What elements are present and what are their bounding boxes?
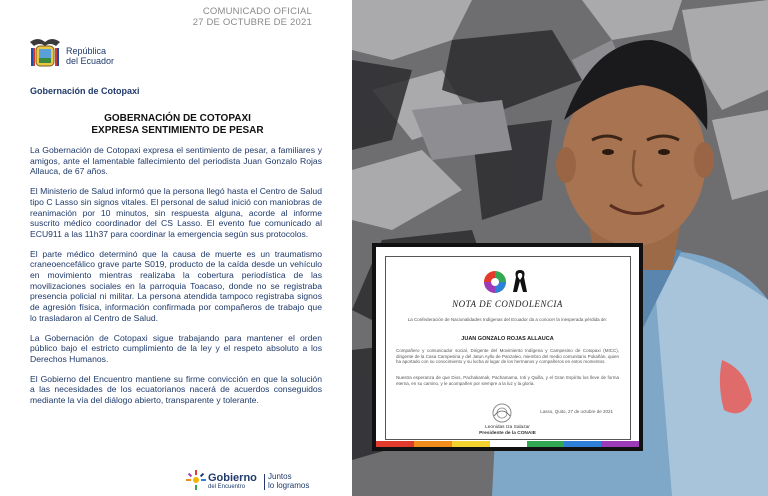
official-communique	[0, 0, 352, 496]
republica-label: República del Ecuador	[66, 46, 115, 66]
card-intro: La Confederación de Nacionalidades Indígenas del Ecuador da a conocer la inesperada pérdida de:	[407, 317, 608, 322]
gobierno-del-encuentro-logo	[186, 468, 346, 496]
gobernacion-label: Gobernación de Cotopaxi	[30, 86, 140, 96]
card-color-stripe	[376, 441, 639, 447]
document-body	[30, 145, 322, 415]
card-deceased-name: JUAN GONZALO ROJAS ALLAUCA	[461, 336, 554, 342]
footer-gobierno: Gobierno del Encuentro	[208, 472, 257, 490]
communique-header	[193, 6, 312, 28]
footer-divider	[264, 474, 265, 490]
paragraph: El Ministerio de Salud informó que la persona llegó hasta el Centro de Salud tipo C Lasso sin signos vitales. El personal de salud inició con maniobras de reanimación por 10 minutos, sin respuesta alguna, acorde al informe suscrito médico coordinador del CS Lasso. El evento fue comunicado al ECU911 a las 11h37 para coordinar la emergencia según sus protocolos.	[30, 186, 322, 239]
paragraph: El Gobierno del Encuentro mantiene su firme convicción en que la solución a las necesidades de los ecuatorianos nacerá de acuerdos conseguidos mediante la vía del diálogo abierto, transparente y tolerante.	[30, 373, 322, 406]
paragraph: La Gobernación de Cotopaxi expresa el sentimiento de pesar, a familiares y amigos, ante el lamentable fallecimiento del periodista Juan Gonzalo Rojas Allauca, de 67 años.	[30, 145, 322, 177]
paragraph: La Gobernación de Cotopaxi sigue trabajando para mantener el orden público bajo el estricto cumplimiento de la ley y el respeto absoluto a los Derechos Humanos.	[30, 332, 322, 364]
communique-label: COMUNICADO OFICIAL	[202, 6, 312, 17]
condolence-card	[372, 243, 643, 451]
card-body: Compañero y comunicador social, Dirigente del Movimiento Indígena y Campesino de Cotopaxi (MICC), dirigente de la Casa Campesina y del Jatun Ayllu de Panzaleo, miembro del medio comunitario Pukañán, quien ha aportado con su conocimiento y su lucha al lugar de los hermanos y compañeros en estos momentos.	[396, 348, 619, 365]
footer-slogan: Juntos lo logramos	[268, 472, 310, 490]
sunburst-logo-icon	[186, 470, 206, 490]
conaie-seal-icon	[488, 402, 516, 424]
card-signature-block: Leonidas Iza Salazar Presidente de la CONAIE	[479, 425, 536, 436]
ecuador-coat-of-arms-icon	[28, 36, 62, 72]
communique-date: 27 DE OCTUBRE DE 2021	[192, 17, 312, 28]
paragraph: El parte médico determinó que la causa de muerte es un traumatismo craneoencefálico grave parte S019, producto de la caída desde un vehículo en movimiento mientras realizaba la cobertura periodística de las movilizaciones sociales en la parroquia Toacaso, donde no se registraba presencia policial ni militar. La persona atendida tampoco registraba signos de agresión física, información confirmada por compañeros de trabajo que lo trasladaron al Centro de Salud.	[30, 248, 322, 323]
conaie-emblem-icon	[483, 270, 507, 294]
mourning-ribbon-icon	[512, 268, 528, 294]
document-title: GOBERNACIÓN DE COTOPAXI EXPRESA SENTIMIENTO DE PESAR	[91, 113, 264, 136]
card-place-date: Lasso, Quito, 27 de octubre de 2021	[540, 409, 613, 414]
card-body-2: Nuestra esperanza de que Dios, Pachakamak, Pachamama, Inti y Quilla, y el Gran Espíritu los lleve de forma eterna, en su camino, y le acompañen por siempre a la luz y la gloria.	[396, 375, 619, 386]
card-title: NOTA DE CONDOLENCIA	[452, 299, 563, 309]
